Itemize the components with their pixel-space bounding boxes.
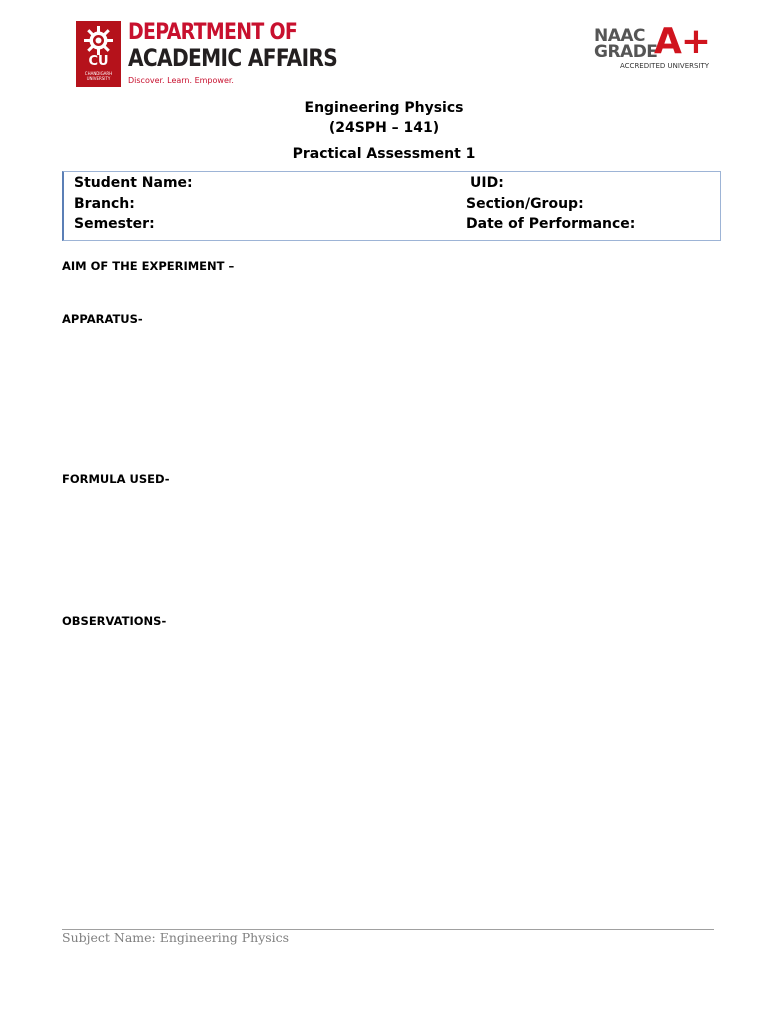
date-of-performance-label: Date of Performance: (466, 216, 636, 232)
naac-grade-mark: A+ (654, 21, 711, 62)
assessment-title: Practical Assessment 1 (292, 146, 476, 162)
uid-label: UID: (470, 175, 504, 191)
aim-heading: AIM OF THE EXPERIMENT – (62, 259, 235, 273)
naac-line1: NAAC (594, 26, 646, 46)
naac-wordmark (594, 28, 657, 60)
section-group-label: Section/Group: (466, 196, 584, 212)
footer-subject-name: Subject Name: Engineering Physics (62, 930, 290, 945)
cu-emblem-text: CU (88, 54, 109, 69)
department-logo (76, 21, 377, 87)
department-line2: ACADEMIC AFFAIRS (128, 44, 338, 72)
semester-label: Semester: (74, 216, 155, 232)
naac-logo (594, 21, 712, 72)
department-tagline: Discover. Learn. Empower. (128, 76, 234, 85)
naac-accreditation: ACCREDITED UNIVERSITY (620, 62, 710, 70)
subject-code: (24SPH – 141) (328, 120, 440, 136)
naac-line2: GRADE (594, 42, 658, 62)
department-wordmark (128, 21, 377, 85)
subject-title: Engineering Physics (304, 100, 464, 116)
branch-label: Branch: (74, 196, 135, 212)
cu-emblem-university: CHANDIGARH UNIVERSITY (84, 71, 113, 81)
formula-heading: FORMULA USED- (62, 472, 170, 486)
observations-heading: OBSERVATIONS- (62, 614, 167, 628)
apparatus-heading: APPARATUS- (62, 312, 143, 326)
student-name-label: Student Name: (74, 175, 193, 191)
department-line1: DEPARTMENT OF (128, 20, 298, 45)
student-info-box (62, 171, 721, 241)
gear-emblem-icon (83, 25, 114, 56)
cu-emblem (76, 21, 121, 87)
